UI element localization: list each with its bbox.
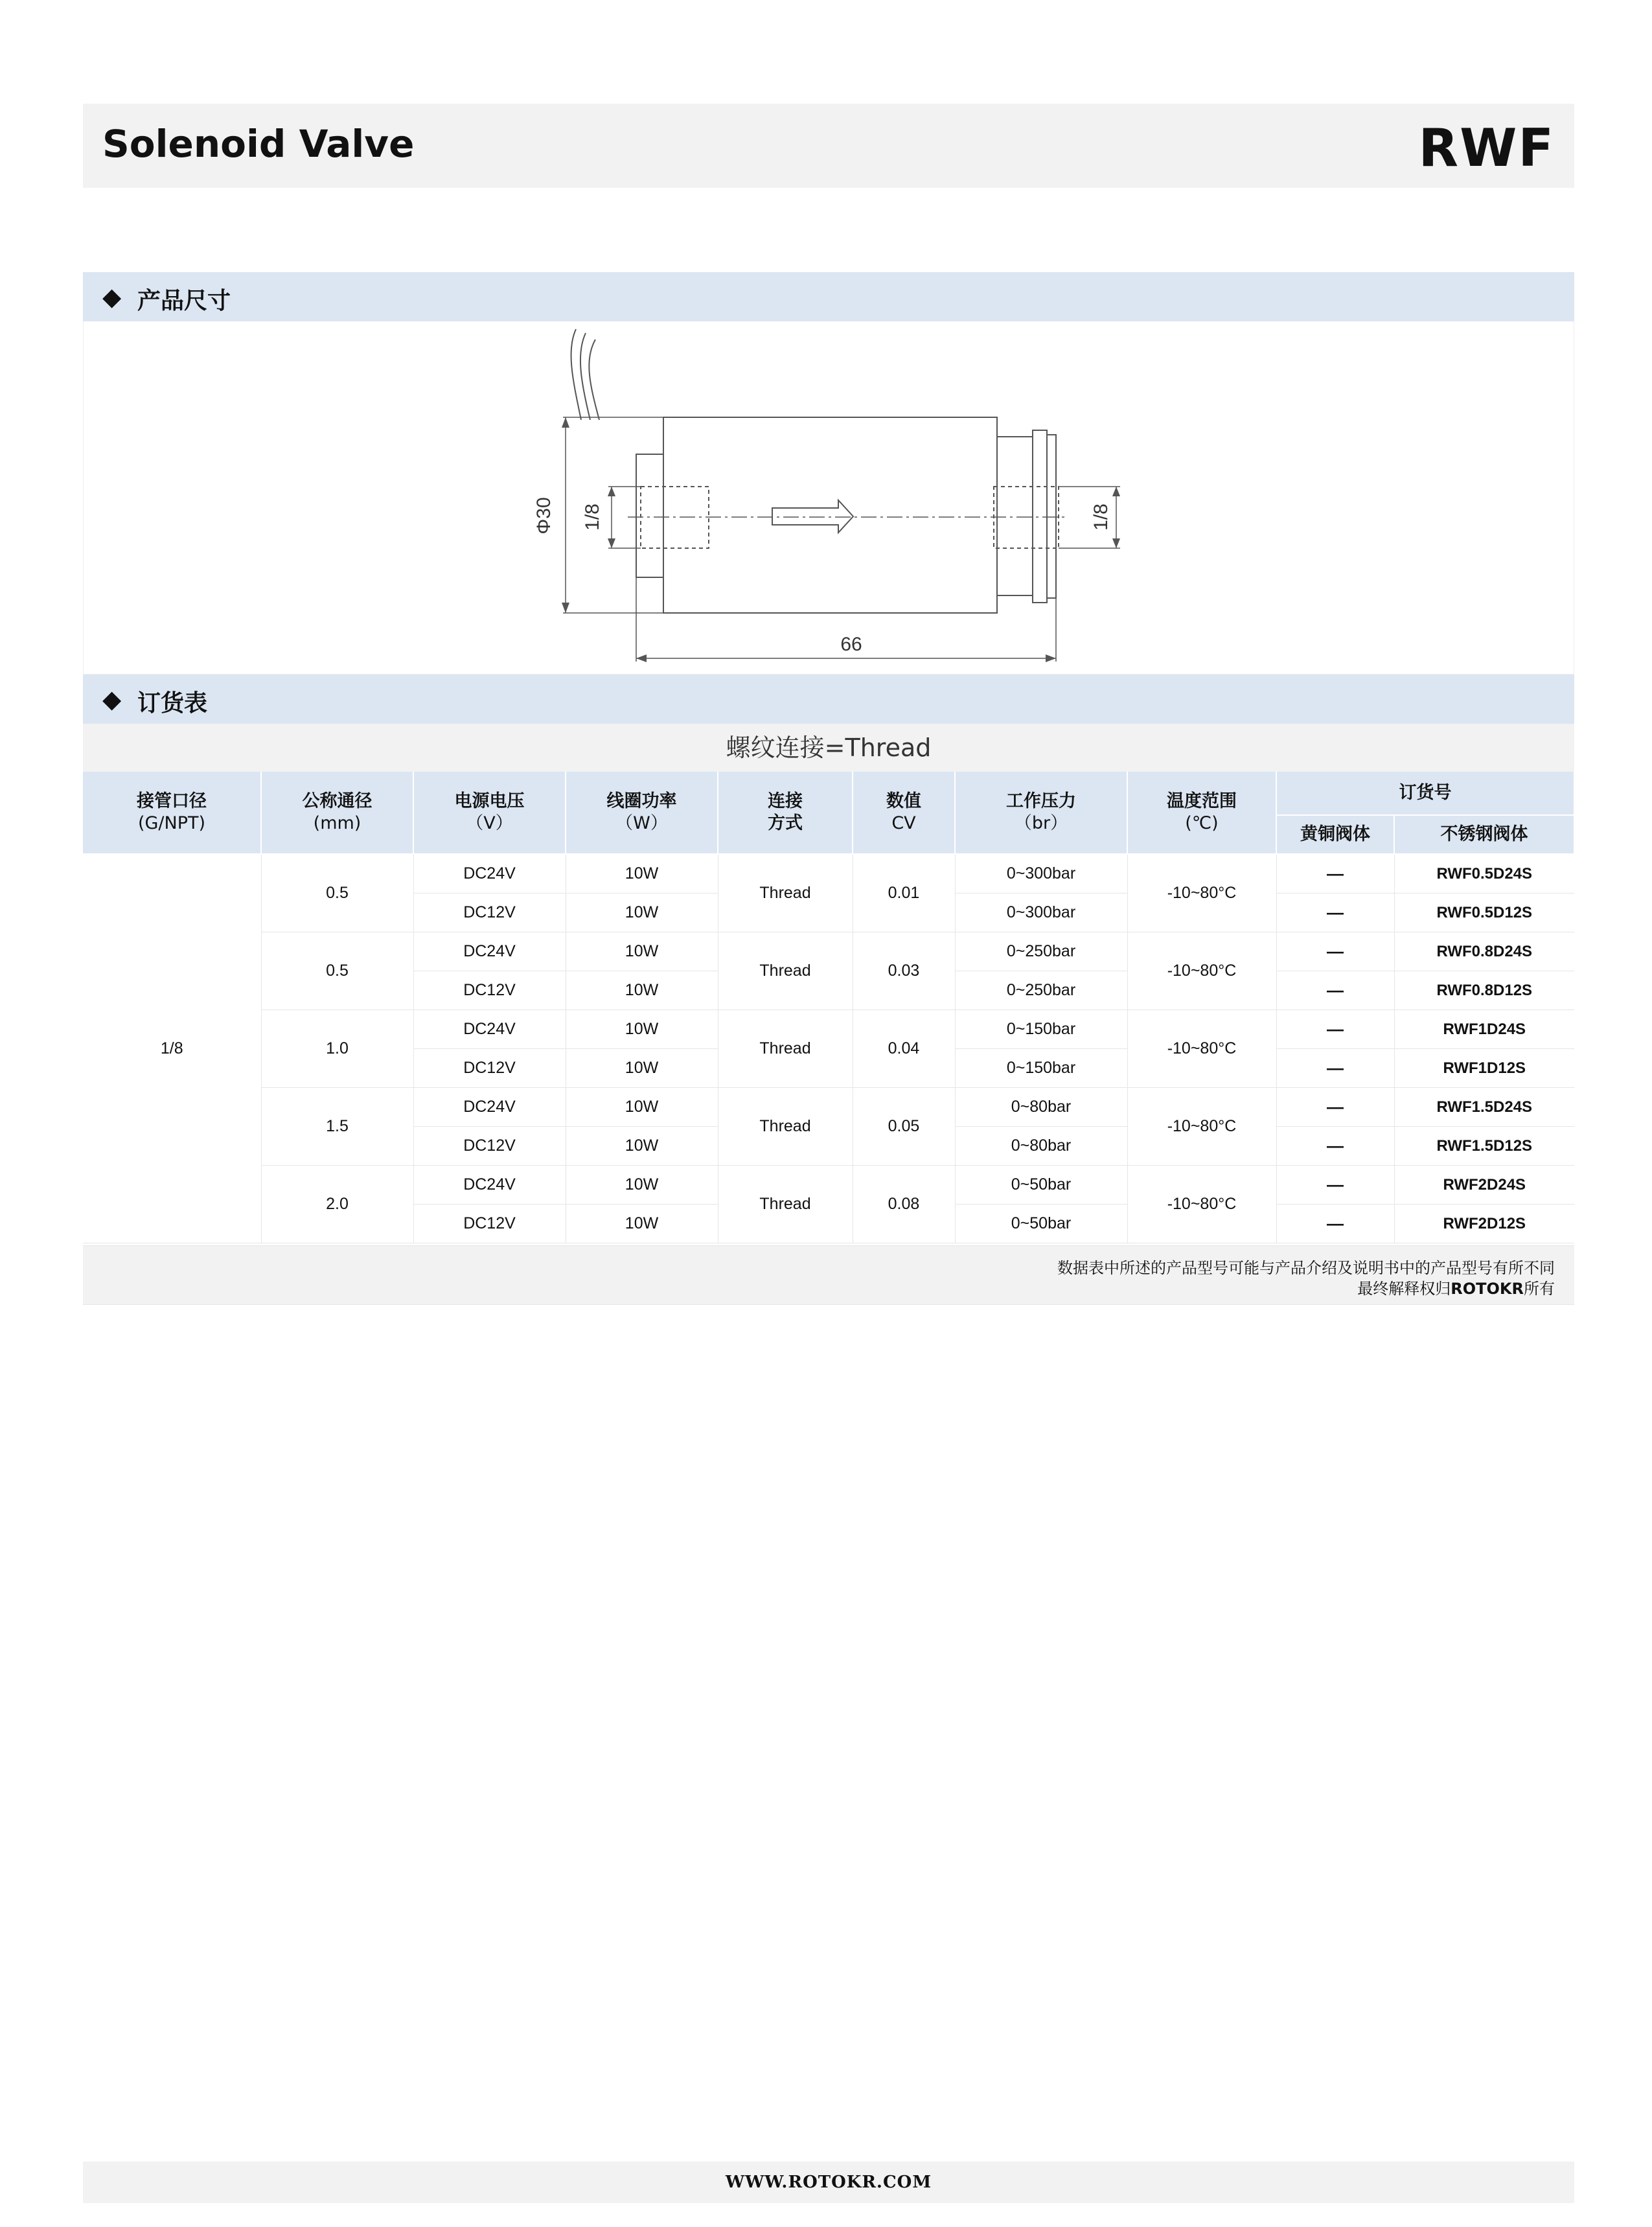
cell-pressure: 0~250bar xyxy=(955,971,1127,1010)
cell-pressure: 0~80bar xyxy=(955,1088,1127,1127)
flow-arrow xyxy=(772,500,853,533)
cell-order-code: RWF0.8D24S xyxy=(1394,932,1574,971)
cell-voltage: DC24V xyxy=(413,854,566,894)
section-dimensions xyxy=(83,272,1574,321)
brand-logo: RWF xyxy=(1418,118,1555,178)
dim-label-port-left: 1/8 xyxy=(582,503,603,531)
disclaimer-brand: ROTOKR xyxy=(1451,1280,1524,1298)
cell-power: 10W xyxy=(566,1088,718,1127)
cell-order-code: RWF0.5D12S xyxy=(1394,894,1574,932)
cell-connection: Thread xyxy=(718,932,853,1010)
header-brass-body: 黄铜阀体 xyxy=(1276,815,1394,854)
outlet-flange xyxy=(1033,430,1047,603)
header-voltage: 电源电压 （V） xyxy=(413,772,566,854)
header-connection: 连接 方式 xyxy=(718,772,853,854)
table-row xyxy=(83,932,1574,971)
cell-pipe: 1/8 xyxy=(83,854,261,1243)
cell-brass: — xyxy=(1276,1049,1394,1088)
cell-voltage: DC24V xyxy=(413,1166,566,1205)
lead-wire xyxy=(580,333,590,420)
cell-voltage: DC12V xyxy=(413,1205,566,1243)
cell-pressure: 0~300bar xyxy=(955,854,1127,894)
dim-label-port-right: 1/8 xyxy=(1090,503,1112,531)
cell-order-code: RWF2D12S xyxy=(1394,1205,1574,1243)
cell-order-code: RWF1D24S xyxy=(1394,1010,1574,1049)
cell-brass: — xyxy=(1276,1205,1394,1243)
cell-voltage: DC24V xyxy=(413,1088,566,1127)
cell-pressure: 0~80bar xyxy=(955,1127,1127,1166)
header-stainless-body: 不锈钢阀体 xyxy=(1394,815,1574,854)
cell-brass: — xyxy=(1276,854,1394,894)
dim-label-length: 66 xyxy=(840,634,862,655)
cell-order-code: RWF0.8D12S xyxy=(1394,971,1574,1010)
cell-cv: 0.05 xyxy=(853,1088,955,1166)
cell-bore: 2.0 xyxy=(261,1166,413,1243)
header-order-no: 订货号 xyxy=(1276,772,1574,815)
cell-connection: Thread xyxy=(718,1166,853,1243)
disclaimer-line-1: 数据表中所述的产品型号可能与产品介绍及说明书中的产品型号有所不同 xyxy=(1057,1259,1555,1277)
header-nominal-bore: 公称通径 (mm) xyxy=(261,772,413,854)
cell-power: 10W xyxy=(566,1166,718,1205)
cell-order-code: RWF1.5D24S xyxy=(1394,1088,1574,1127)
cell-power: 10W xyxy=(566,1010,718,1049)
cell-power: 10W xyxy=(566,932,718,971)
valve-drawing-svg xyxy=(84,321,1574,674)
diamond-icon: ◆ xyxy=(102,283,122,311)
cell-brass: — xyxy=(1276,1166,1394,1205)
cell-temp: -10~80°C xyxy=(1127,1010,1276,1088)
section-title-order: 订货表 xyxy=(137,690,208,717)
cell-brass: — xyxy=(1276,1010,1394,1049)
cell-bore: 0.5 xyxy=(261,932,413,1010)
cell-voltage: DC24V xyxy=(413,1010,566,1049)
cell-pressure: 0~150bar xyxy=(955,1049,1127,1088)
cell-temp: -10~80°C xyxy=(1127,1088,1276,1166)
cell-brass: — xyxy=(1276,1088,1394,1127)
cell-bore: 1.5 xyxy=(261,1088,413,1166)
cell-pressure: 0~250bar xyxy=(955,932,1127,971)
cell-brass: — xyxy=(1276,932,1394,971)
header-cv-value: 数值 CV xyxy=(853,772,955,854)
cell-order-code: RWF0.5D24S xyxy=(1394,854,1574,894)
cell-order-code: RWF2D24S xyxy=(1394,1166,1574,1205)
cell-voltage: DC12V xyxy=(413,971,566,1010)
lead-wire xyxy=(589,340,599,420)
cell-brass: — xyxy=(1276,894,1394,932)
cell-pressure: 0~50bar xyxy=(955,1205,1127,1243)
cell-connection: Thread xyxy=(718,1010,853,1088)
cell-order-code: RWF1D12S xyxy=(1394,1049,1574,1088)
table-row xyxy=(83,1088,1574,1127)
section-order-table xyxy=(83,675,1574,724)
table-row xyxy=(83,854,1574,894)
cell-bore: 1.0 xyxy=(261,1010,413,1088)
thread-caption: 螺纹连接=Thread xyxy=(83,724,1574,772)
cell-voltage: DC12V xyxy=(413,1127,566,1166)
footer-url: WWW.ROTOKR.COM xyxy=(83,2162,1574,2203)
cell-pressure: 0~300bar xyxy=(955,894,1127,932)
disclaimer-note xyxy=(83,1245,1574,1305)
cell-cv: 0.08 xyxy=(853,1166,955,1243)
disclaimer-line-2: 最终解释权归ROTOKR所有 xyxy=(1357,1280,1555,1298)
cell-power: 10W xyxy=(566,894,718,932)
section-title-dimensions: 产品尺寸 xyxy=(137,288,231,314)
cell-order-code: RWF1.5D12S xyxy=(1394,1127,1574,1166)
header-temperature: 温度范围 (℃) xyxy=(1127,772,1276,854)
cell-cv: 0.03 xyxy=(853,932,955,1010)
cell-cv: 0.01 xyxy=(853,854,955,932)
cell-temp: -10~80°C xyxy=(1127,854,1276,932)
header-pipe-diameter: 接管口径 (G/NPT) xyxy=(83,772,261,854)
cell-brass: — xyxy=(1276,1127,1394,1166)
header-pressure: 工作压力 （br） xyxy=(955,772,1127,854)
cell-bore: 0.5 xyxy=(261,854,413,932)
cell-pressure: 0~50bar xyxy=(955,1166,1127,1205)
cell-brass: — xyxy=(1276,971,1394,1010)
cell-power: 10W xyxy=(566,1127,718,1166)
cell-voltage: DC12V xyxy=(413,1049,566,1088)
cell-power: 10W xyxy=(566,971,718,1010)
cell-temp: -10~80°C xyxy=(1127,932,1276,1010)
cell-pressure: 0~150bar xyxy=(955,1010,1127,1049)
cell-connection: Thread xyxy=(718,854,853,932)
lead-wire xyxy=(571,329,581,420)
page-title: Solenoid Valve xyxy=(102,122,415,166)
dimension-drawing xyxy=(83,321,1574,675)
outlet-fitting xyxy=(997,437,1033,595)
cell-voltage: DC12V xyxy=(413,894,566,932)
header-coil-power: 线圈功率 （W） xyxy=(566,772,718,854)
dim-label-diameter: Φ30 xyxy=(533,497,555,535)
order-table xyxy=(83,772,1575,1243)
cell-power: 10W xyxy=(566,854,718,894)
cell-power: 10W xyxy=(566,1205,718,1243)
cell-temp: -10~80°C xyxy=(1127,1166,1276,1243)
outlet-cap xyxy=(1047,435,1056,598)
table-row xyxy=(83,1166,1574,1205)
cell-voltage: DC24V xyxy=(413,932,566,971)
cell-cv: 0.04 xyxy=(853,1010,955,1088)
page-header xyxy=(83,104,1574,188)
valve-body xyxy=(663,417,997,613)
diamond-icon: ◆ xyxy=(102,685,122,713)
cell-power: 10W xyxy=(566,1049,718,1088)
table-row xyxy=(83,1010,1574,1049)
cell-connection: Thread xyxy=(718,1088,853,1166)
